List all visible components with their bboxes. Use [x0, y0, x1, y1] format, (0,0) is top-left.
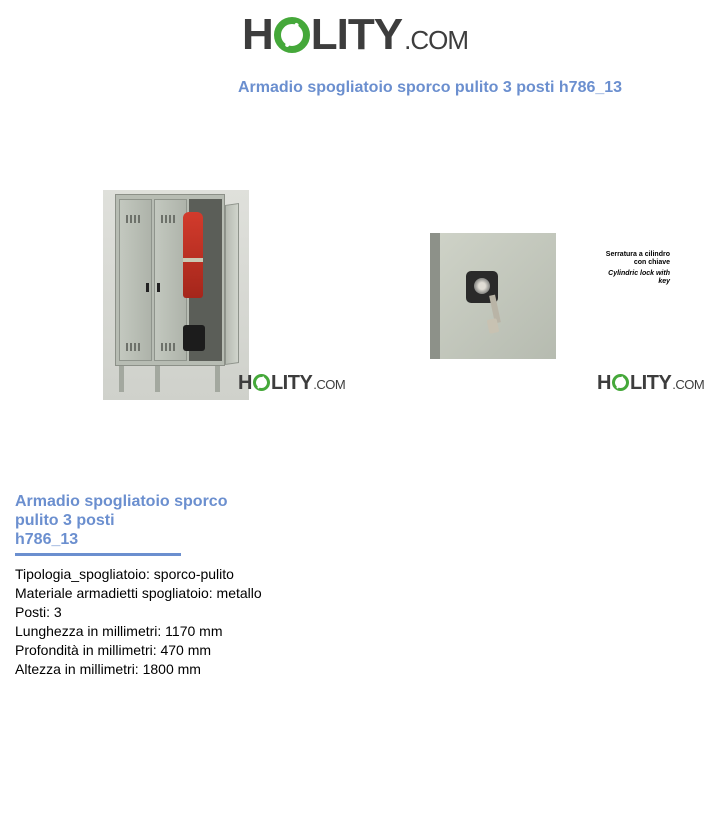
logo-domain: .COM — [404, 25, 468, 55]
cabinet-leg — [119, 366, 124, 392]
boots — [183, 325, 205, 351]
locker-photo — [103, 190, 249, 400]
holity-logo[interactable] — [242, 10, 468, 60]
logo-letter-h: H — [238, 372, 252, 394]
logo-letters: LITY — [270, 372, 313, 394]
caption-en-1: Cylindric lock with — [608, 270, 670, 277]
cabinet-door-1 — [119, 199, 152, 361]
logo-ring-icon — [274, 17, 310, 53]
logo-domain: .COM — [313, 377, 346, 392]
cabinet-leg — [155, 366, 160, 392]
product-title-line-1: Armadio spogliatoio sporco — [15, 493, 228, 510]
product-title-line-3: h786_13 — [15, 531, 79, 548]
lock-cylinder — [474, 278, 490, 294]
spec-item: Materiale armadietti spogliatoio: metallo — [15, 585, 262, 601]
holity-watermark-left — [238, 372, 345, 395]
product-title — [15, 492, 245, 549]
holity-watermark-right — [597, 372, 704, 395]
door-handle — [146, 283, 149, 292]
vent-icon — [161, 215, 175, 223]
logo-ring-icon — [253, 374, 270, 391]
coat — [183, 212, 203, 298]
title-underline — [15, 553, 181, 556]
door-handle — [157, 283, 160, 292]
caption-it-2: con chiave — [633, 259, 670, 266]
vent-icon — [126, 343, 140, 351]
cabinet-body — [115, 194, 225, 366]
vent-icon — [161, 343, 175, 351]
coat-stripe — [183, 258, 203, 262]
logo-letters: LITY — [629, 372, 672, 394]
logo-letter-h: H — [597, 372, 611, 394]
spec-item: Lunghezza in millimetri: 1170 mm — [15, 623, 223, 639]
caption-it-1: Serratura a cilindro — [605, 251, 670, 258]
logo-letters: LITY — [310, 10, 403, 59]
lock-photo — [430, 233, 556, 359]
logo-ring-icon — [612, 374, 629, 391]
spec-item: Tipologia_spogliatoio: sporco-pulito — [15, 566, 234, 582]
logo-letter-h: H — [242, 10, 273, 59]
spec-item: Profondità in millimetri: 470 mm — [15, 642, 212, 658]
spec-item: Altezza in millimetri: 1800 mm — [15, 661, 201, 677]
spec-list — [15, 565, 262, 679]
product-title-line-2: pulito 3 posti — [15, 512, 115, 529]
vent-icon — [126, 215, 140, 223]
cabinet-leg — [215, 366, 220, 392]
page-title: Armadio spogliatoio sporco pulito 3 posti h786_13 — [238, 79, 623, 96]
open-door — [225, 203, 239, 365]
door-edge — [430, 233, 440, 359]
caption-en-2: key — [658, 278, 670, 285]
logo-domain: .COM — [672, 377, 705, 392]
spec-item: Posti: 3 — [15, 604, 62, 620]
